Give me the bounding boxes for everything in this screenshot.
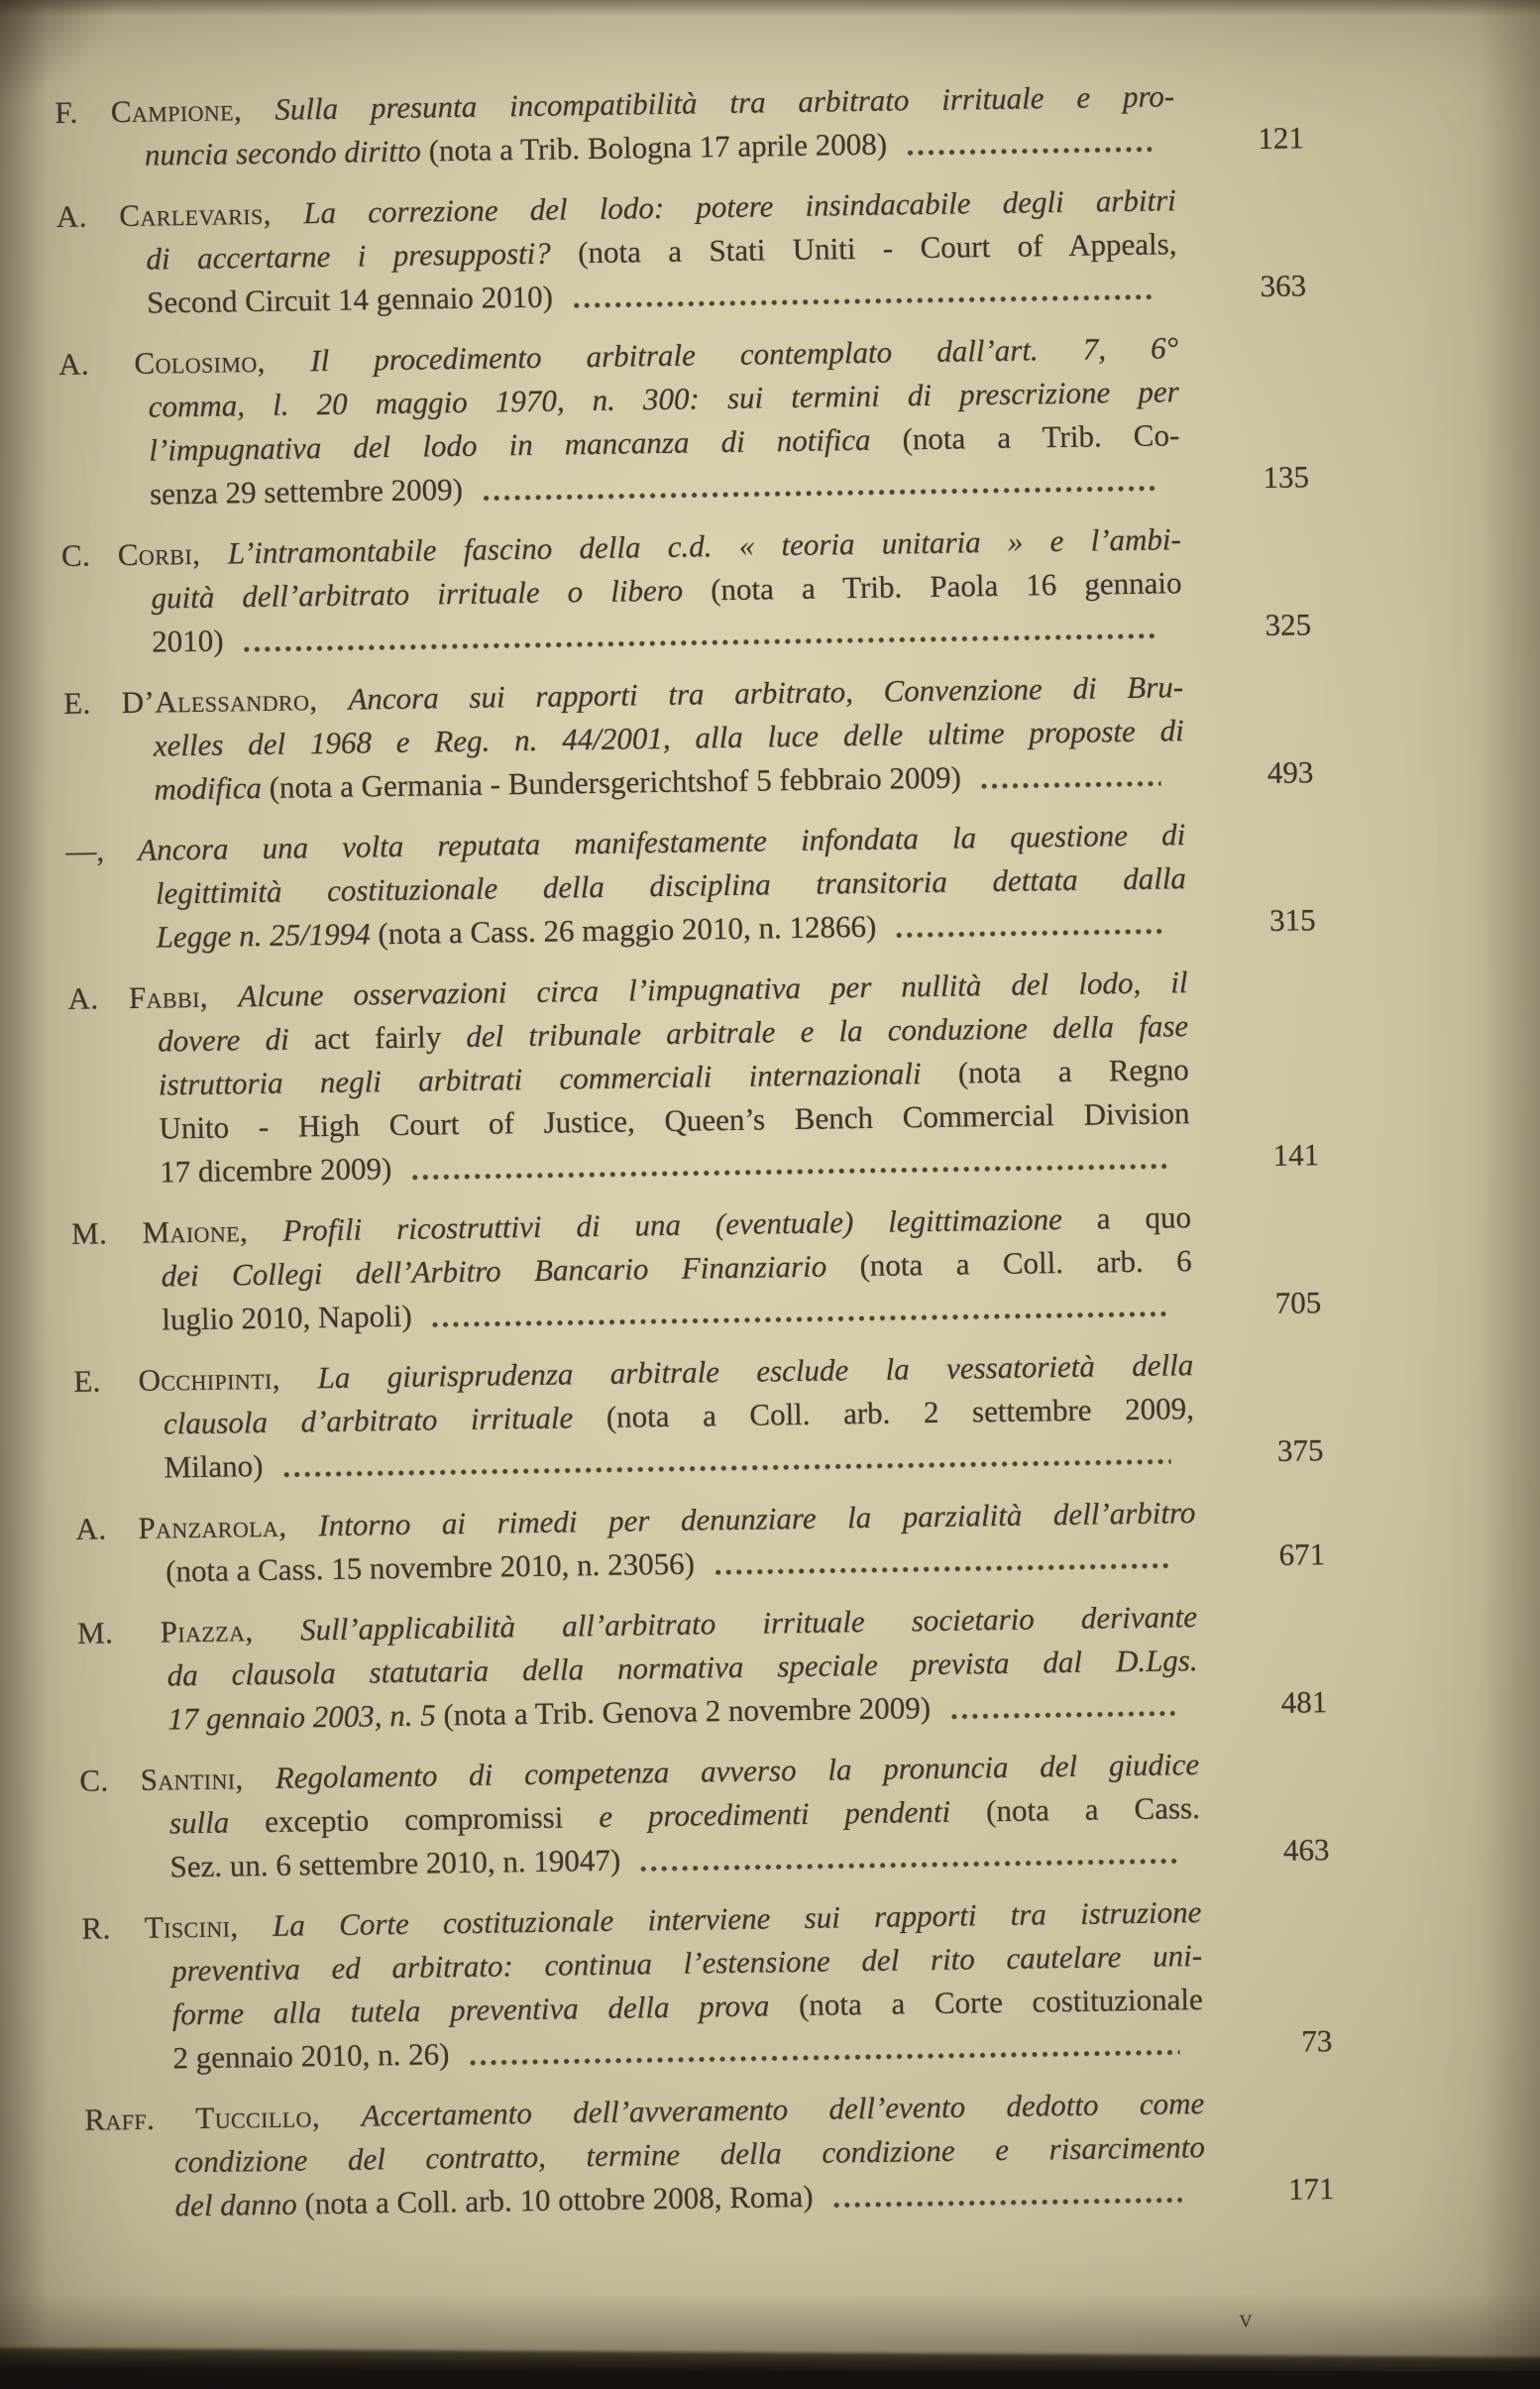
entry-text-segment: senza 29 settembre 2009) xyxy=(149,471,471,512)
entry-text-segment: dovere di xyxy=(157,1021,315,1059)
entry-text-segment: (nota a Cass. xyxy=(985,1790,1201,1829)
entry-text-segment: (nota a Coll. arb. 10 ottobre 2008, Roma) xyxy=(304,2178,822,2221)
entry-text-segment: (nota a Coll. arb. 2 settembre 2009, xyxy=(605,1391,1195,1434)
entry-text-segment: nuncia secondo diritto xyxy=(144,133,429,172)
toc-list xyxy=(55,74,1335,2229)
toc-entry xyxy=(73,1343,1324,1491)
entry-text-segment: 17 dicembre 2009) xyxy=(159,1150,400,1190)
entry-text-segment: (nota a Trib. Bologna 17 aprile 2008) xyxy=(428,126,895,169)
entry-text-segment: La giurisprudenza arbitrale esclude la vessatorietà della xyxy=(317,1347,1194,1396)
entry-text-segment: Regolamento di competenza avverso la pronuncia del giudice xyxy=(275,1747,1200,1795)
entry-text-segment: exceptio compromissi xyxy=(264,1799,600,1840)
toc-entry xyxy=(60,517,1312,665)
author-name: Raff. Tuccillo, xyxy=(84,2098,362,2137)
entry-text-segment: da clausola statutaria della normativa speciale prevista dal D.Lgs. xyxy=(166,1643,1198,1693)
entry-text-segment: istruttoria negli arbitrati commerciali internazionali xyxy=(158,1055,959,1102)
toc-entry xyxy=(75,1491,1326,1595)
entry-text-segment: Intorno ai rimedi per denunziare la parzialità dell’arbitro xyxy=(318,1495,1196,1543)
dot-leader xyxy=(243,632,1158,654)
author-name: C. Corbi, xyxy=(60,535,229,573)
entry-text-segment: —, xyxy=(65,832,139,868)
author-name: M. Maione, xyxy=(70,1212,283,1251)
page-number: 463 xyxy=(1282,1832,1330,1868)
entry-text-segment: La Corte costituzionale interviene sui rapporti tra istruzione xyxy=(272,1894,1202,1943)
page-number: 325 xyxy=(1265,607,1312,642)
dot-leader xyxy=(469,2048,1179,2067)
entry-text-segment: modifica xyxy=(154,769,270,807)
folio-page-number: v xyxy=(1239,2304,1254,2333)
page-number: 481 xyxy=(1280,1684,1328,1720)
entry-text-segment: (nota a Stati Uniti - Court of Appeals, xyxy=(577,226,1177,271)
entry-text-segment: forme alla tutela preventiva della prova xyxy=(171,1988,800,2032)
entry-text-segment: del danno xyxy=(174,2186,305,2223)
dot-leader xyxy=(282,1457,1170,1478)
entry-text-segment: e procedimenti pendenti xyxy=(599,1793,987,1835)
dot-leader xyxy=(907,146,1152,158)
entry-text-segment: (nota a Trib. Paola 16 gennaio xyxy=(710,565,1182,608)
dot-leader xyxy=(411,1162,1166,1181)
entry-text-segment: condizione del contratto, termine della condizione e risarcimento xyxy=(173,2129,1206,2180)
entry-text-segment: Milano) xyxy=(164,1447,272,1485)
toc-entry xyxy=(65,813,1316,961)
entry-text-segment: del tribunale arbitrale e la conduzione della fase xyxy=(466,1008,1189,1054)
entry-text-segment: Accertamento dell’avveramento dell’evento dedotto come xyxy=(361,2086,1205,2133)
entry-text-segment: Sulla presunta incompatibilità tra arbitrato irrituale e pro- xyxy=(275,78,1175,127)
entry-text-segment: La correzione del lodo: potere insindacabile degli arbitri xyxy=(303,182,1177,231)
dot-leader xyxy=(950,1709,1175,1720)
entry-text-segment: (nota a Germania - Bundersgerichtshof 5 febbraio 2009) xyxy=(269,759,969,805)
toc-entry xyxy=(79,1743,1330,1890)
author-name: A. Panzarola, xyxy=(75,1508,319,1546)
dot-leader xyxy=(573,293,1154,310)
dot-leader xyxy=(896,927,1163,939)
entry-text-segment: legittimità costituzionale della disciplina transitoria dettata dalla xyxy=(155,860,1187,911)
entry-text-segment: luglio 2010, Napoli) xyxy=(162,1298,420,1337)
page-number: 73 xyxy=(1301,2023,1333,2059)
author-name: A. Colosimo, xyxy=(57,343,311,382)
page-number: 315 xyxy=(1268,902,1316,938)
toc-entry xyxy=(67,961,1320,1195)
entry-text-segment: l’impugnativa del lodo in mancanza di notifica xyxy=(149,421,903,468)
author-name: A. Fabbi, xyxy=(67,978,239,1016)
entry-text-segment: (nota a Corte costituzionale xyxy=(798,1982,1203,2023)
toc-entry xyxy=(57,326,1310,517)
entry-text-segment: Unito - High Court of Justice, Queen’s Bench Commercial Division xyxy=(159,1095,1190,1146)
dot-leader xyxy=(483,485,1156,503)
author-name: M. Piazza, xyxy=(76,1612,301,1650)
dot-leader xyxy=(832,2196,1181,2209)
entry-text-segment: Il procedimento arbitrale contemplato dall’art. 7, 6° xyxy=(309,330,1179,379)
page-number: 705 xyxy=(1274,1285,1322,1320)
entry-text-segment: 2 gennaio 2010, n. 26) xyxy=(172,2036,458,2076)
toc-entry xyxy=(55,178,1307,326)
page-number: 493 xyxy=(1266,754,1314,790)
entry-text-segment: sulla xyxy=(168,1804,266,1841)
entry-text-segment: dei Collegi dell’Arbitro Bancario Finanziario xyxy=(161,1248,860,1294)
page-number: 141 xyxy=(1272,1137,1320,1173)
entry-text-segment: (nota a Trib. Genova 2 novembre 2009) xyxy=(443,1689,939,1733)
page-number: 135 xyxy=(1263,459,1310,495)
entry-text-segment: act fairly xyxy=(313,1018,467,1057)
entry-text-segment: (nota a Cass. 15 novembre 2010, n. 23056) xyxy=(165,1545,703,1589)
toc-entry xyxy=(62,665,1314,813)
entry-text-segment: Profili ricostruttivi di una (eventuale) legittimazione xyxy=(282,1200,1098,1248)
entry-text-segment: (nota a Trib. Co- xyxy=(902,417,1180,457)
entry-text-segment: guità dell’arbitrato irrituale o libero xyxy=(151,572,712,616)
page-number: 363 xyxy=(1260,268,1307,303)
entry-text-segment: xelles del 1968 e Reg. n. 44/2001, alla luce delle ultime proposte di xyxy=(153,713,1184,763)
author-name: C. Santini, xyxy=(79,1760,276,1798)
toc-entry xyxy=(81,1890,1333,2082)
entry-text-segment: comma, l. 20 maggio 1970, n. 300: sui termini di prescrizione per xyxy=(148,374,1179,424)
entry-text-segment: 17 gennaio 2003, n. 5 xyxy=(167,1697,444,1737)
entry-text-segment: (nota a Coll. arb. 6 xyxy=(859,1243,1192,1284)
entry-text-segment: Sull’applicabilità all’arbitrato irrituale societario derivante xyxy=(299,1599,1198,1648)
dot-leader xyxy=(431,1309,1168,1328)
entry-text-segment: Ancora una volta reputata manifestamente infondata la questione di xyxy=(137,817,1186,867)
dot-leader xyxy=(981,780,1161,791)
entry-text-segment: Alcune osservazioni circa l’impugnativa per nullità del lodo, il xyxy=(238,965,1188,1014)
toc-entry xyxy=(76,1595,1328,1743)
entry-text-segment: Ancora sui rapporti tra arbitrato, Convenzione di Bru- xyxy=(348,669,1184,717)
page-number: 375 xyxy=(1276,1432,1324,1468)
author-name: R. Tiscini, xyxy=(81,1907,274,1946)
entry-text-segment: a quo xyxy=(1096,1199,1192,1236)
entry-text-segment: (nota a Cass. 26 maggio 2010, n. 12866) xyxy=(378,908,885,952)
entry-text-segment: Sez. un. 6 settembre 2010, n. 19047) xyxy=(169,1842,629,1884)
page-number: 171 xyxy=(1287,2171,1335,2207)
author-name: E. D’Alessandro, xyxy=(62,681,349,721)
entry-text-segment: L’intramontabile fascino della c.d. « teoria unitaria » e l’ambi- xyxy=(227,521,1182,571)
author-name: E. Occhipinti, xyxy=(73,1360,318,1399)
entry-text-segment: di accertarne i presupposti? xyxy=(146,235,579,277)
entry-text-segment: clausola d’arbitrato irrituale xyxy=(163,1399,607,1441)
toc-entry xyxy=(70,1195,1322,1343)
entry-text-segment: Legge n. 25/1994 xyxy=(156,916,379,955)
toc-entry xyxy=(55,74,1305,178)
toc-entry xyxy=(84,2082,1335,2229)
entry-text-segment: 2010) xyxy=(151,623,232,659)
page-number: 121 xyxy=(1258,120,1305,156)
author-name: F. Campione, xyxy=(55,91,275,130)
dot-leader xyxy=(640,1857,1177,1873)
entry-text-segment: preventiva ed arbitrato: continua l’estensione del rito cautelare uni- xyxy=(170,1938,1203,1989)
entry-text-segment: (nota a Regno xyxy=(957,1052,1190,1090)
author-name: A. Carlevaris, xyxy=(55,195,304,234)
toc-content xyxy=(55,74,1335,2352)
dot-leader xyxy=(715,1561,1173,1576)
entry-text-segment: Second Circuit 14 gennaio 2010) xyxy=(146,279,561,320)
page-number: 671 xyxy=(1278,1536,1326,1572)
